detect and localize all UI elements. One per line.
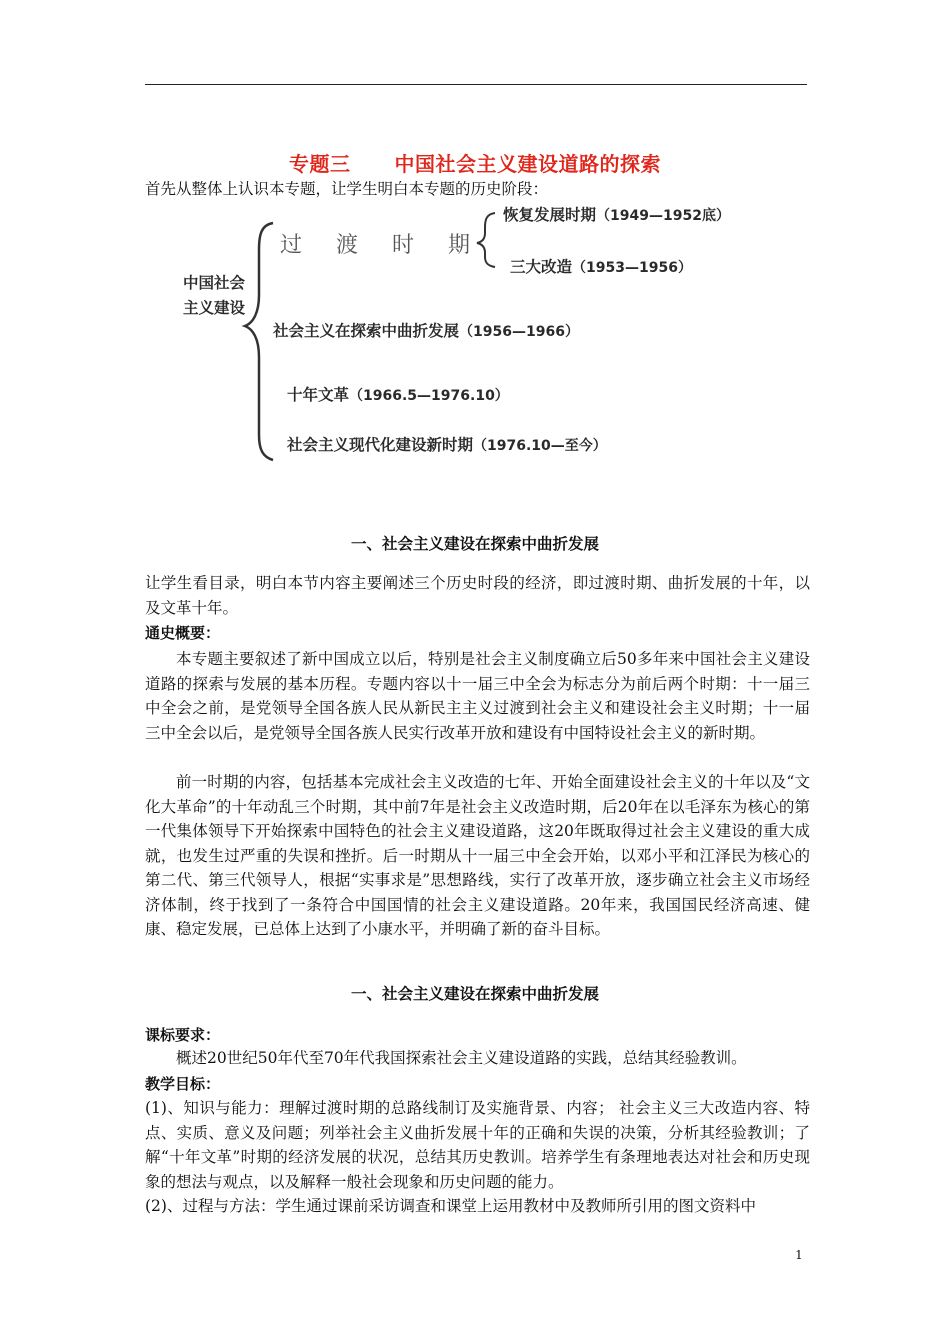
three-reforms-label: 三大改造	[510, 258, 573, 276]
standard-label: 课标要求：	[145, 1026, 221, 1044]
overview-paragraph-1: 本专题主要叙述了新中国成立以后，特别是社会主义制度确立后50多年来中国社会主义建设道路的探索与发展的基本历程。专题内容以十一届三中全会为标志分为前后两个时期：十一届三中全会之前，是党领导全国各族人民从新民主主义过渡到社会主义和建设社会主义时期；十一届三中全会以后，是党领导全国各族人民实行改革开放和建设有中国特设社会主义的新时期。	[145, 650, 810, 742]
exploration-date: （1956—1966）	[459, 324, 579, 340]
title-topic-number: 专题三	[289, 152, 351, 176]
goal-1: (1)、知识与能力：理解过渡时期的总路线制订及实施背景、内容； 社会主义三大改造内容、特点、实质、意义及问题；列举社会主义曲折发展十年的正确和失误的决策，分析其经验教训；了解“十年文革”时期的经济发展的状况，总结其历史教训。培养学生有条理地表达对社会和历史现象的想法与观点，以及解释一般社会现象和历史问题的能力。	[145, 1099, 810, 1191]
header-rule	[145, 84, 807, 85]
cultural-revolution-period	[287, 383, 509, 405]
exploration-period	[273, 319, 579, 341]
standard-text: 概述20世纪50年代至70年代我国探索社会主义建设道路的实践，总结其经验教训。	[176, 1049, 747, 1067]
cultural-revolution-label: 十年文革	[287, 386, 350, 404]
recovery-label: 恢复发展时期	[503, 206, 597, 224]
intro-text: 首先从整体上认识本专题，让学生明白本专题的历史阶段：	[145, 180, 549, 198]
root-line-1: 中国社会	[183, 274, 246, 292]
diagram-root	[183, 271, 245, 321]
recovery-period	[503, 203, 730, 225]
main-brace	[245, 223, 273, 460]
root-line-2: 主义建设	[183, 299, 246, 317]
new-period-label: 社会主义现代化建设新时期	[287, 436, 474, 454]
goals-label: 教学目标：	[145, 1075, 221, 1093]
period-diagram	[175, 195, 730, 470]
section-heading-2: 一、社会主义建设在探索中曲折发展	[350, 985, 599, 1003]
exploration-label: 社会主义在探索中曲折发展	[273, 322, 460, 340]
new-period-date: （1976.10—至今）	[473, 438, 607, 454]
catalog-paragraph: 让学生看目录，明白本节内容主要阐述三个历史时段的经济，即过渡时期、曲折发展的十年，以及文革十年。	[145, 574, 810, 617]
recovery-date: （1949—1952底）	[596, 208, 730, 224]
three-reforms	[510, 255, 692, 277]
new-period	[287, 433, 607, 455]
three-reforms-date: （1953—1956）	[572, 260, 692, 276]
overview-paragraph-2: 前一时期的内容，包括基本完成社会主义改造的七年、开始全面建设社会主义的十年以及“文化大革命”的十年动乱三个时期，其中前7年是社会主义改造时期，后20年在以毛泽东为核心的第一代集体领导下开始探索中国特色的社会主义建设道路，这20年既取得过社会主义建设的重大成就，也发生过严重的失误和挫折。后一时期从十一届三中全会开始，以邓小平和江泽民为核心的第二代、第三代领导人，根据“实事求是”思想路线，实行了改革开放，逐步确立社会主义市场经济体制，终于找到了一条符合中国国情的社会主义建设道路。20年来，我国国民经济高速、健康、稳定发展，已总体上达到了小康水平，并明确了新的奋斗目标。	[145, 773, 810, 938]
cultural-revolution-date: （1966.5—1976.10）	[349, 388, 509, 404]
section-heading-1: 一、社会主义建设在探索中曲折发展	[350, 535, 599, 553]
overview-label: 通史概要：	[145, 624, 221, 642]
page-title	[0, 148, 950, 177]
goal-2: (2)、过程与方法：学生通过课前采访调查和课堂上运用教材中及教师所引用的图文资料中	[145, 1197, 756, 1215]
page-number: 1	[795, 1248, 803, 1262]
transition-period-label: 过渡时期	[280, 233, 505, 258]
title-topic-name: 中国社会主义建设道路的探索	[394, 152, 661, 176]
